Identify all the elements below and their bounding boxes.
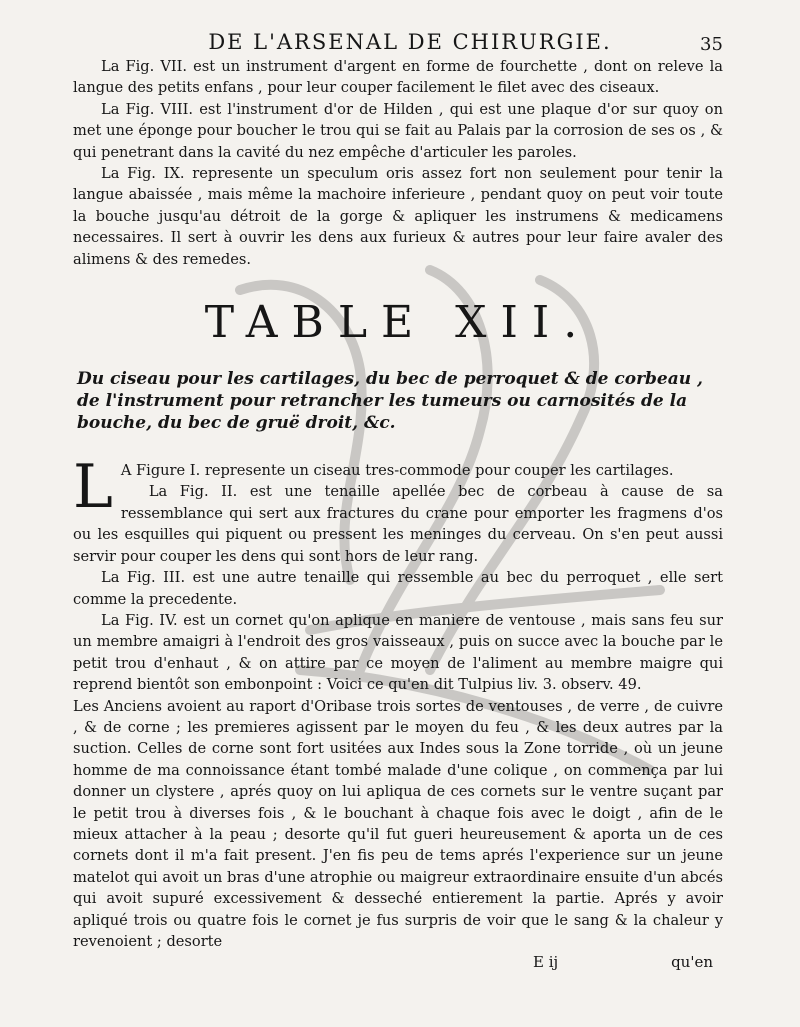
page-number: 35 — [700, 34, 723, 55]
table-title: TABLE XII. — [204, 297, 592, 349]
paragraph-fig-iv: La Fig. IV. est un cornet qu'on aplique en maniere de ventouse , mais sans feu sur un membre amaigri à l'endroit des gros vaisseaux , puis on succe avec la bouche par le petit trou d'enhaut , & on attire par ce moyen de l'aliment au membre maigre qui reprend bientôt son embonpoint : Voici ce qu'en dit Tulpius liv. 3. observ. 49. — [73, 611, 723, 694]
running-head: DE L'ARSENAL DE CHIRURGIE. — [208, 30, 612, 54]
signature-mark: E ij — [533, 953, 559, 972]
paragraph-fig-ii: La Fig. II. est une tenaille apellée bec de corbeau à cause de sa ressemblance qui sert aux fractures du crane pour emporter les fragmens d'os ou les esquilles qui piquent ou pressent les meninges du cerveau. On s'en peut aussi servir pour couper les dens qui sont hors de leur rang. — [73, 483, 723, 565]
paragraph-fig-vii: La Fig. VII. est un instrument d'argent en forme de fourchette , dont on releve la langue des petits enfans , pour leur couper facilement le filet avec des ciseaux. — [73, 58, 723, 97]
paragraph-fig-i-text: A Figure I. represente un ciseau tres-commode pour couper les cartilages. — [120, 462, 674, 480]
page-footer — [73, 952, 723, 973]
paragraph-fig-i — [73, 452, 723, 523]
paragraph-fig-viii: La Fig. VIII. est l'instrument d'or de Hilden , qui est une plaque d'or sur quoy on met une éponge pour boucher le trou qui se fait au Palais par la corrosion de ses os , & qui penetrant dans la cavité du nez empêche d'articuler les paroles. — [73, 100, 723, 161]
paragraph-fig-iii: La Fig. III. est une autre tenaille qui ressemble au bec du perroquet , elle sert comme la precedente. — [73, 569, 723, 608]
paragraph-ventouses: Les Anciens avoient au raport d'Oribase trois sortes de ventouses , de verre , de cuivre , & de corne ; les premieres agissent par le moyen du feu , & les deux autres par la suction. Celles de corne sont fort usitées aux Indes sous la Zone torride , où un jeune homme de ma connoissance étant tombé malade d'une colique , on commença par lui donner un clystere , aprés quoy on lui apliqua de ces cornets sur le ventre suçant par le petit trou à diverses fois , & le bouchant à chaque fois avec le doigt , afin de le mieux attacher à la peau ; desorte qu'il fut gueri heureusement & aporta un de ces cornets dont il m'a fait present. J'en fis peu de tems aprés l'experience sur un jeune matelot qui avoit un bras d'une atrophie ou maigreur extraordinaire ensuite d'un abcés qui avoit supuré excessivement & desseché entierement la partie. Aprés y avoir apliqué trois ou quatre fois le cornet je fus surpris de voir que le sang & la chaleur y revenoient ; desorte — [73, 697, 723, 950]
paragraph-fig-ix: La Fig. IX. represente un speculum oris assez fort non seulement pour tenir la langue abaissée , mais même la machoire inferieure , pendant quoy on peut voir toute la bouche jusqu'au détroit de la gorge & apliquer les instrumens & medicamens necessaires. Il sert à ouvrir les dens aux furieux & autres pour leur faire avaler des alimens & des remedes. — [73, 165, 723, 268]
drop-cap: L — [73, 452, 113, 523]
page-body — [73, 56, 723, 974]
catchword: qu'en — [671, 953, 713, 972]
table-subtitle: Du ciseau pour les cartilages, du bec de perroquet & de corbeau , de l'instrument pour retrancher les tumeurs ou carnosités de la bouche, du bec de gruë droit, &c. — [77, 369, 703, 434]
